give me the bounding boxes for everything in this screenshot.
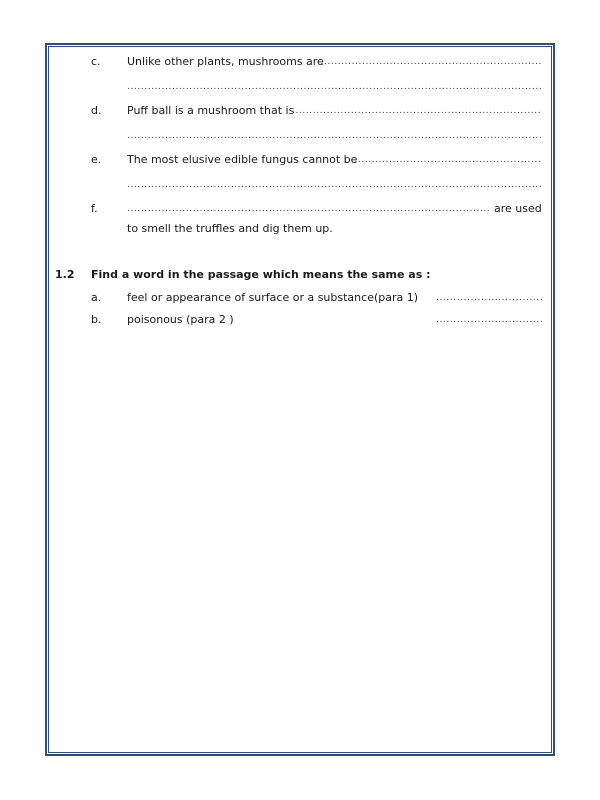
- item-d-answer-line-1[interactable]: [292, 104, 542, 118]
- item-f-letter: f.: [91, 202, 98, 215]
- item-a-answer-line[interactable]: [436, 291, 544, 305]
- item-a-letter: a.: [91, 291, 102, 304]
- item-b-answer-line[interactable]: [436, 313, 544, 327]
- item-d-letter: d.: [91, 104, 102, 117]
- item-e-letter: e.: [91, 153, 102, 166]
- section-number: 1.2: [55, 268, 75, 281]
- item-c-answer-line-2[interactable]: [127, 80, 542, 94]
- item-c-letter: c.: [91, 55, 101, 68]
- item-f-trail-text: are used: [494, 202, 542, 215]
- item-c-text: Unlike other plants, mushrooms are: [127, 55, 324, 68]
- item-d-text: Puff ball is a mushroom that is: [127, 104, 295, 117]
- item-e-text: The most elusive edible fungus cannot be: [127, 153, 358, 166]
- item-e-answer-line-2[interactable]: [127, 178, 542, 192]
- item-d-answer-line-2[interactable]: [127, 129, 542, 143]
- item-b-letter: b.: [91, 313, 102, 326]
- item-c-answer-line-1[interactable]: [317, 55, 542, 69]
- item-a-text: feel or appearance of surface or a substance(para 1): [127, 291, 419, 304]
- item-f-answer-line[interactable]: [127, 202, 489, 216]
- section-heading: Find a word in the passage which means the same as :: [91, 268, 431, 281]
- item-e-answer-line-1[interactable]: [351, 153, 542, 167]
- item-f-line2-text: to smell the truffles and dig them up.: [127, 222, 333, 235]
- item-b-text: poisonous (para 2 ): [127, 313, 234, 326]
